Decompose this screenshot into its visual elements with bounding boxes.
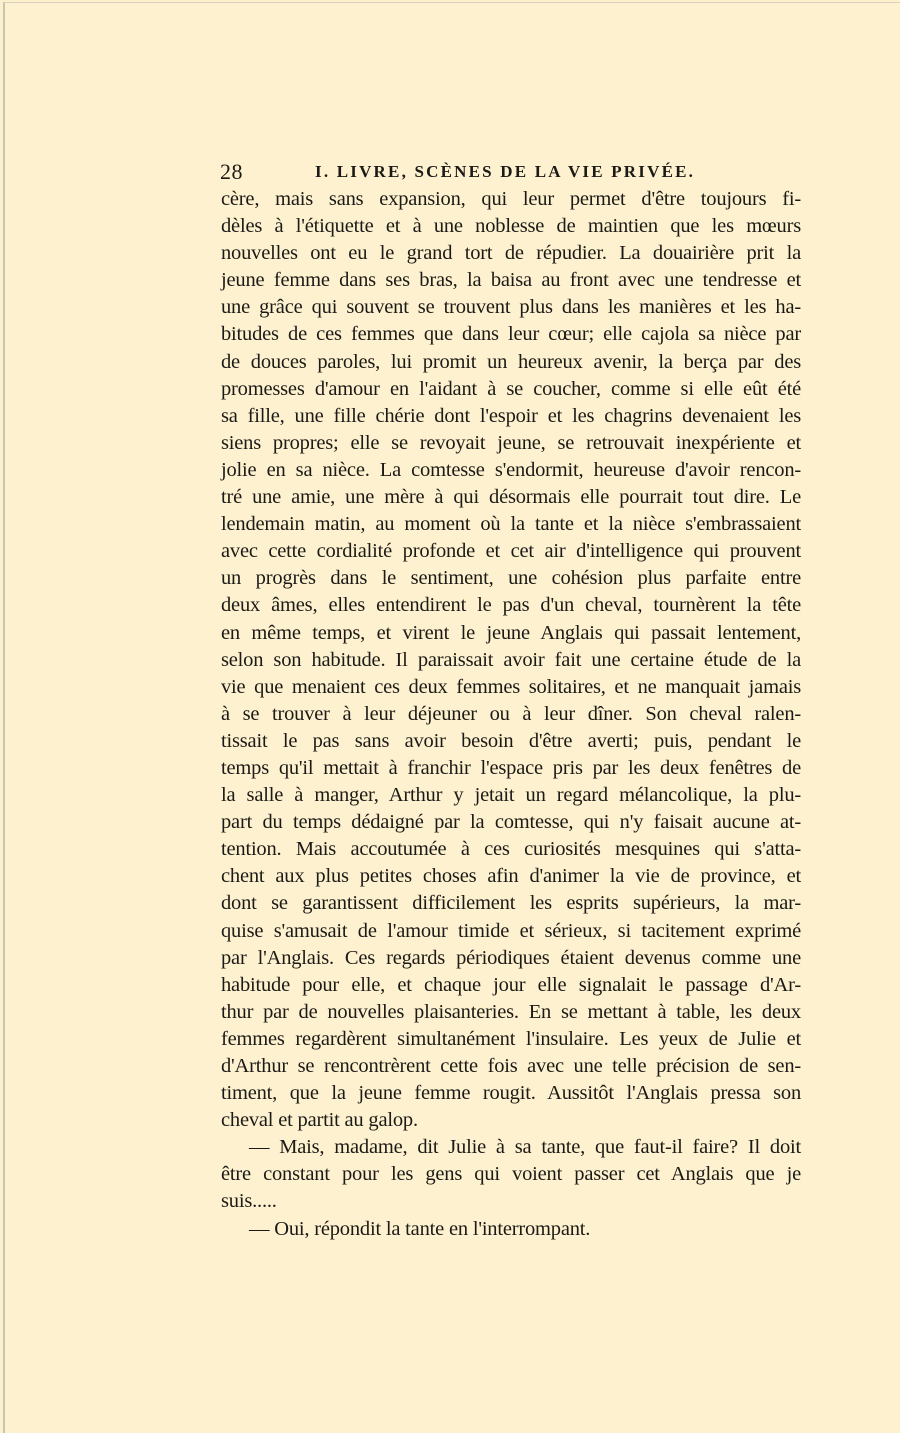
text-line: femmes regardèrent simultanément l'insulaire. Les yeux de Julie et bbox=[221, 1027, 801, 1050]
text-line: en même temps, et virent le jeune Anglais qui passait lentement, bbox=[221, 621, 801, 644]
text-line: bitudes de ces femmes que dans leur cœur; elle cajola sa nièce par bbox=[221, 323, 801, 346]
text-line: à se trouver à leur déjeuner ou à leur dîner. Son cheval ralen- bbox=[221, 702, 801, 725]
text-line: tré une amie, une mère à qui désormais elle pourrait tout dire. Le bbox=[221, 486, 801, 509]
text-line: dont se garantissent difficilement les esprits supérieurs, la mar- bbox=[221, 892, 801, 915]
text-line: siens propres; elle se revoyait jeune, se retrouvait inexpériente et bbox=[221, 431, 801, 454]
paragraph-end-line: suis..... bbox=[221, 1190, 277, 1213]
text-line: sa fille, une fille chérie dont l'espoir et les chagrins devenaient les bbox=[221, 404, 801, 427]
paragraph-end-line: cheval et partit au galop. bbox=[221, 1109, 418, 1132]
text-line: tissait le pas sans avoir besoin d'être averti; puis, pendant le bbox=[221, 729, 801, 752]
text-line: nouvelles ont eu le grand tort de répudier. La douairière prit la bbox=[221, 242, 801, 265]
text-line: part du temps dédaigné par la comtesse, qui n'y faisait aucune at- bbox=[221, 811, 801, 834]
page-number: 28 bbox=[220, 159, 243, 184]
body-text bbox=[221, 186, 801, 1243]
text-line: temps qu'il mettait à franchir l'espace pris par les deux fenêtres de bbox=[221, 756, 801, 779]
text-line: jolie en sa nièce. La comtesse s'endormit, heureuse d'avoir rencon- bbox=[221, 458, 801, 481]
text-line: quise s'amusait de l'amour timide et sérieux, si tacitement exprimé bbox=[221, 919, 801, 942]
text-line: la salle à manger, Arthur y jetait un regard mélancolique, la plu- bbox=[221, 784, 801, 807]
text-line: par l'Anglais. Ces regards périodiques étaient devenus comme une bbox=[221, 946, 801, 969]
text-line: une grâce qui souvent se trouvent plus dans les manières et les ha- bbox=[221, 296, 801, 319]
running-head-title: I. LIVRE, SCÈNES DE LA VIE PRIVÉE. bbox=[315, 162, 696, 181]
book-page bbox=[3, 2, 900, 1433]
text-line: d'Arthur se rencontrèrent cette fois avec une telle précision de sen- bbox=[221, 1055, 801, 1077]
dialogue-line: — Mais, madame, dit Julie à sa tante, que faut-il faire? Il doit bbox=[249, 1136, 801, 1159]
text-line: promesses d'amour en l'aidant à se coucher, comme si elle eût été bbox=[221, 377, 801, 400]
running-head bbox=[220, 159, 800, 185]
text-line: un progrès dans le sentiment, une cohésion plus parfaite entre bbox=[221, 567, 801, 590]
text-line: dèles à l'étiquette et à une noblesse de maintien que les mœurs bbox=[221, 215, 801, 238]
text-line: lendemain matin, au moment où la tante et la nièce s'embrassaient bbox=[221, 513, 801, 536]
text-line: avec cette cordialité profonde et cet air d'intelligence qui prouvent bbox=[221, 540, 801, 563]
text-line: timent, que la jeune femme rougit. Aussitôt l'Anglais pressa son bbox=[221, 1082, 801, 1105]
text-line: thur par de nouvelles plaisanteries. En se mettant à table, les deux bbox=[221, 1000, 801, 1023]
text-line: cère, mais sans expansion, qui leur permet d'être toujours fi- bbox=[221, 188, 801, 210]
text-line: vie que menaient ces deux femmes solitaires, et ne manquait jamais bbox=[221, 675, 801, 698]
dialogue-line: — Oui, répondit la tante en l'interrompant. bbox=[249, 1217, 591, 1240]
text-line: selon son habitude. Il paraissait avoir fait une certaine étude de la bbox=[221, 648, 801, 671]
text-line: être constant pour les gens qui voient passer cet Anglais que je bbox=[221, 1163, 801, 1186]
text-line: tention. Mais accoutumée à ces curiosités mesquines qui s'atta- bbox=[221, 838, 801, 861]
text-line: chent aux plus petites choses afin d'animer la vie de province, et bbox=[221, 865, 801, 888]
text-line: de douces paroles, lui promit un heureux avenir, la berça par des bbox=[221, 350, 801, 373]
text-line: jeune femme dans ses bras, la baisa au front avec une tendresse et bbox=[221, 269, 801, 292]
text-line: deux âmes, elles entendirent le pas d'un cheval, tournèrent la tête bbox=[221, 594, 801, 617]
text-line: habitude pour elle, et chaque jour elle signalait le passage d'Ar- bbox=[221, 973, 801, 996]
